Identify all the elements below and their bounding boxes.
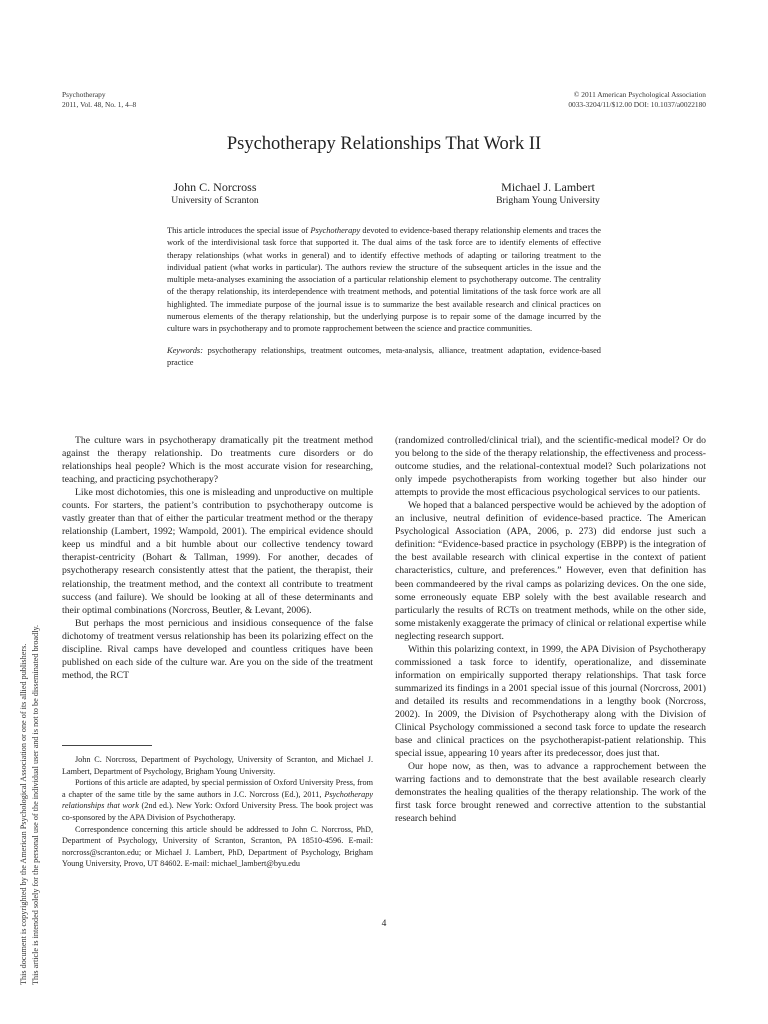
author-name: Michael J. Lambert: [501, 180, 595, 194]
keywords-label: Keywords:: [167, 345, 203, 355]
author-block-1: [140, 181, 290, 207]
paragraph: (randomized controlled/clinical trial), and the scientific-medical model? Or do you belong to the side of the therapy relationship, the effectiveness and process-outcome studies, and the relational-contextual model? Such polarizations not only impede psychotherapists from working together but also hinder our attempts to provide the most efficacious psychological services to our patients.: [395, 435, 706, 499]
author-affiliation: University of Scranton: [171, 195, 259, 206]
book-title-italic: Psychotherapy relationships that work: [62, 789, 373, 811]
paragraph: The culture wars in psychotherapy dramatically pit the treatment method against the therapy relationship. Do treatments cure disorders or do relationships heal people? Which is the most accurate vision for researching, teaching, and practicing psychotherapy?: [62, 435, 373, 486]
paragraph: We hoped that a balanced perspective would be achieved by the adoption of an inclusive, neutral definition of evidence-based practice. The American Psychological Association (APA, 2006, p. 273) did endorse just such a definition: “Evidence-based practice in psychology (EBPP) is the integration of the best available research with clinical expertise in the context of patient characteristics, culture, and preferences.” However, even that definition has been commandeered by the rival camps as polarizing devices. On the one side, some erroneously equate EBP solely with the best available research and particularly the results of RCTs on treatment methods, while on the other side, some mistakenly exaggerate the primacy of clinical or relational expertise while neglecting research support.: [395, 500, 706, 642]
paragraph: Within this polarizing context, in 1999, the APA Division of Psychotherapy commissioned a task force to identify, operationalize, and disseminate information on empirically supported therapy relationships. That task force summarized its findings in a 2001 special issue of this journal (Norcross, 2001) and detailed its results and recommendations in a lengthy book (Norcross, 2002). In 2009, the Division of Psychotherapy along with the Division of Clinical Psychology commissioned a second task force to update the research base and clinical practices on the psychotherapist-patient relationship. This special issue, appearing 10 years after its predecessor, does just that.: [395, 643, 706, 760]
paragraph: Like most dichotomies, this one is misleading and unproductive on multiple counts. For starters, the patient’s contribution to psychotherapy outcome is vastly greater than that of either the particular treatment method or the therapy relationship (Lambert, 1992; Wampold, 2001). The empirical evidence should keep us mindful and a bit humble about our collective tendency toward therapist-centricity (Bohart & Tallman, 1999). For another, decades of psychotherapy research consistently attest that the patient, the therapist, their relationship, the treatment method, and the context all contribute to treatment success (and failure). We should be looking at all of these determinants and their optimal combinations (Norcross, Beutler, & Levant, 2006).: [62, 487, 373, 616]
journal-name: Psychotherapy: [62, 90, 106, 99]
copyright-header: [568, 90, 706, 109]
copyright-sidebar: [18, 625, 42, 985]
article-title: Psychotherapy Relationships That Work II: [226, 134, 542, 154]
abstract-text: This article introduces the special issue of Psychotherapy devoted to evidence-based therapy relationship elements and traces the work of the interdivisional task force that supported it. The dual aims of the task force are to identify elements of effective therapy relationships (what works in general) and to identify effective methods of adapting or tailoring treatment to the individual patient (what works in particular). The authors review the structure of the subsequent articles in the issue and the multiple meta-analyses examining the association of a particular relationship element to psychotherapy outcome. The centrality of the therapy relationship, its interdependence with treatment methods, and potential limitations of the task force work are all highlighted. The immediate purpose of the journal issue is to summarize the best available research and clinical practices on numerous elements of the therapy relationship, but the underlying purpose is to repair some of the damage incurred by the culture wars in psychotherapy and to promote rapprochement between the science and practice communities.: [167, 226, 601, 334]
footnotes: [62, 754, 373, 870]
copyright-line: © 2011 American Psychological Association: [573, 90, 706, 99]
sidebar-line-2: This article is intended solely for the personal use of the individual user and is not to be disseminated broadly.: [31, 624, 40, 985]
footnote-portions: Portions of this article are adapted, by special permission of Oxford University Press, from a chapter of the same title by the same authors in J.C. Norcross (Ed.), 2011, Psychotherapy relationships that work (2nd ed.). New York: Oxford University Press. The book project was co-sponsored by the APA Division of Psychotherapy.: [62, 778, 373, 822]
body-column-left: [62, 434, 373, 682]
journal-title-italic: Psychotherapy: [310, 226, 361, 235]
page-number: 4: [381, 919, 387, 929]
keywords: [167, 345, 601, 370]
footnote-divider: [62, 745, 152, 746]
keywords-list: psychotherapy relationships, treatment outcomes, meta-analysis, alliance, treatment adaptation, evidence-based practice: [167, 345, 601, 367]
doi-line: 0033-3204/11/$12.00 DOI: 10.1037/a0022180: [568, 99, 706, 109]
abstract: [167, 225, 601, 369]
author-affiliation: Brigham Young University: [496, 195, 600, 206]
footnote-authors: John C. Norcross, Department of Psychology, University of Scranton, and Michael J. Lambert, Department of Psychology, Brigham Young University.: [62, 755, 373, 776]
journal-header: [62, 90, 136, 109]
journal-citation: 2011, Vol. 48, No. 1, 4–8: [62, 99, 137, 109]
sidebar-line-1: This document is copyrighted by the American Psychological Association or one of its allied publishers.: [19, 643, 28, 985]
footnote-correspondence: Correspondence concerning this article should be addressed to John C. Norcross, PhD, Department of Psychology, University of Scranton, Scranton, PA 18510-4596. E-mail: norcross@scranton.edu; or Michael J. Lambert, PhD, Department of Psychology, Brigham Young University, Provo, UT 84602. E-mail: michael_lambert@byu.edu: [62, 824, 373, 869]
author-block-2: [468, 181, 628, 207]
paragraph: But perhaps the most pernicious and insidious consequence of the false dichotomy of treatment versus relationship has been its polarizing effect on the discipline. Rival camps have developed and countless critiques have been published on each side of the culture war. Are you on the side of the treatment method, the RCT: [62, 617, 373, 681]
paragraph: Our hope now, as then, was to advance a rapprochement between the warring factions and to demonstrate that the best available research clearly demonstrates the healing qualities of the therapy relationship. The work of the first task force brought renewed and corrective attention to the substantial research behind: [395, 761, 706, 825]
author-name: John C. Norcross: [173, 180, 257, 194]
body-column-right: [395, 434, 706, 825]
